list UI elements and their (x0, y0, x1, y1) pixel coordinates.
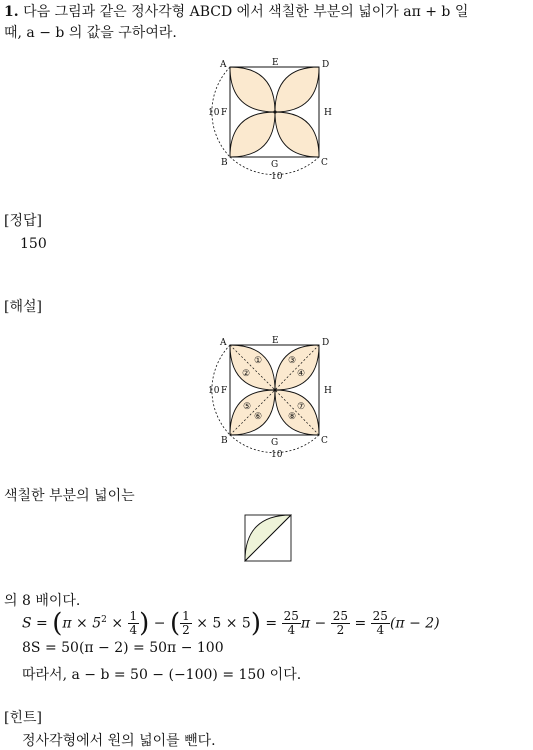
petal-top-right (275, 67, 319, 112)
side-length-left: 10 (208, 108, 220, 118)
label-b: B (221, 158, 228, 168)
label-a: A (220, 60, 227, 70)
svg-text:H: H (324, 386, 332, 396)
region-mark-1: ① (254, 356, 263, 366)
solution-text-1: 색칠한 부분의 넓이는 (4, 488, 135, 504)
solution-text-2: 의 8 배이다. (4, 593, 81, 609)
problem-number: 1. (4, 4, 19, 20)
hint-text: 정사각형에서 원의 넓이를 뺀다. (22, 733, 216, 749)
equation-1: $S = (\pi \times 5^2$ × $\frac{1}{4}$ ) − ( $\frac{1}{2}$ × 5 × 5) = $\frac{25}{4}$ π − $\frac{25}{2}$ = $\frac{25}{4}$ (π − 2) (22, 608, 440, 639)
label-e: E (272, 58, 279, 68)
region-mark-4: ④ (297, 369, 306, 379)
region-mark-6: ⑥ (254, 412, 263, 422)
svg-text:G: G (271, 438, 279, 448)
region-mark-2: ② (242, 369, 251, 379)
svg-text:A: A (220, 338, 227, 348)
side-length-bottom: 10 (271, 172, 283, 182)
answer-heading: [정답] (4, 213, 42, 229)
label-g: G (271, 160, 279, 170)
petal-top-left (230, 67, 275, 112)
petal-bottom-right (275, 112, 319, 157)
answer-value: 150 (20, 236, 47, 252)
label-h: H (324, 108, 332, 118)
region-mark-7: ⑦ (297, 402, 306, 412)
label-f: F (221, 108, 228, 118)
svg-text:C: C (321, 436, 328, 446)
figure-square-regions (200, 333, 340, 461)
figure-square-petals (200, 55, 340, 183)
solution-heading: [해설] (4, 299, 42, 315)
petal-bottom-left (230, 112, 275, 157)
equation-2: 8S = 50(π − 2) = 50π − 100 (22, 640, 224, 656)
hint-heading: [힌트] (4, 710, 42, 726)
label-d: D (322, 60, 330, 70)
equation-3: 따라서, a − b = 50 − (−100) = 150 이다. (22, 667, 302, 683)
figure-small-segment (244, 514, 292, 562)
svg-text:F: F (221, 386, 228, 396)
svg-text:10: 10 (208, 386, 220, 396)
svg-text:10: 10 (271, 450, 283, 460)
problem-text-2: 때, a − b 의 값을 구하여라. (4, 25, 177, 41)
svg-text:D: D (322, 338, 330, 348)
problem-line-1 (4, 2, 468, 23)
label-c: C (321, 158, 328, 168)
svg-text:B: B (221, 436, 228, 446)
region-mark-5: ⑤ (243, 402, 252, 412)
svg-text:E: E (272, 336, 279, 346)
problem-text-1: 다음 그림과 같은 정사각형 ABCD 에서 색칠한 부분의 넓이가 aπ + b 일 (23, 4, 469, 20)
region-mark-8: ⑧ (288, 412, 297, 422)
region-mark-3: ③ (288, 356, 297, 366)
